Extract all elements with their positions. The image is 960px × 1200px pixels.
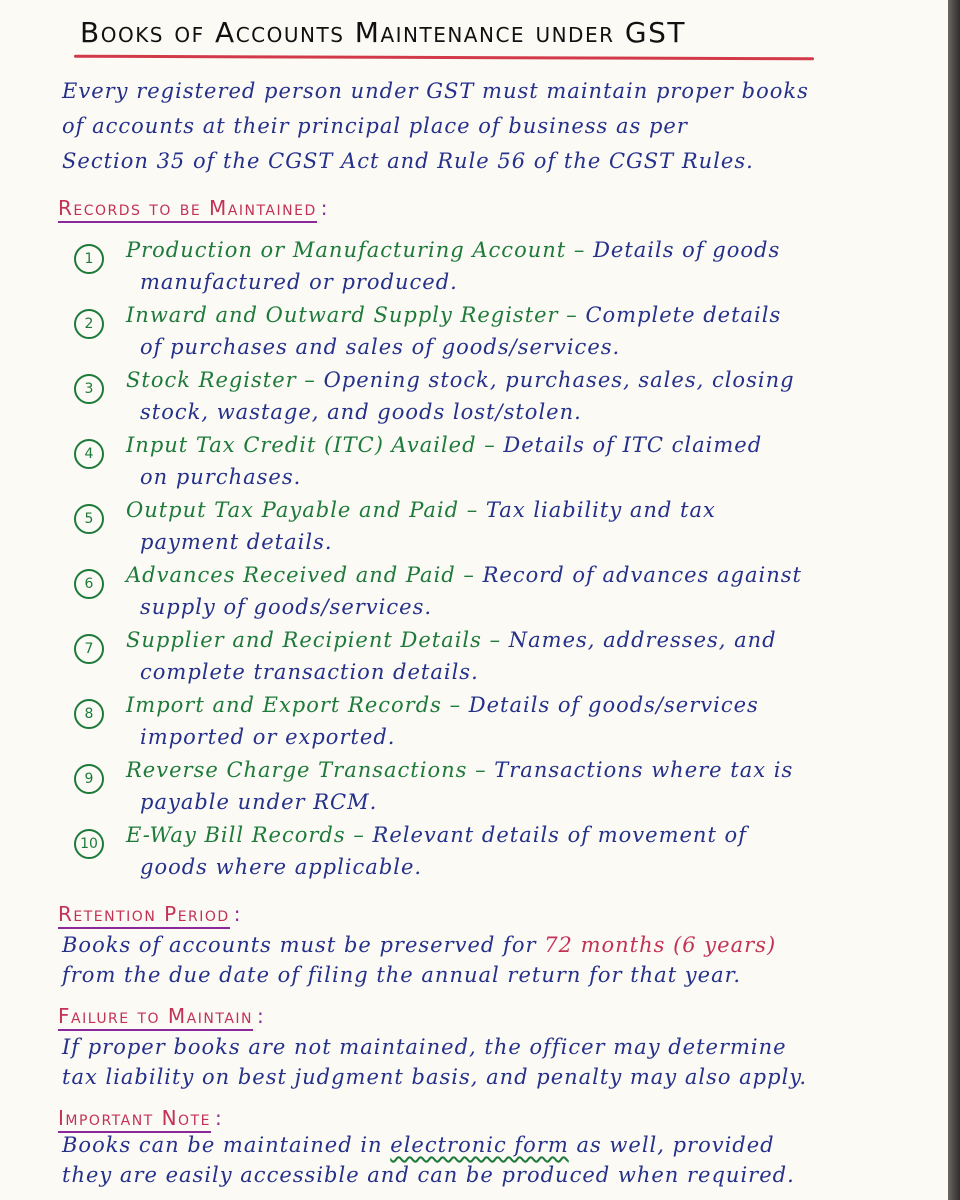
failure-text: If proper books are not maintained, the officer may determine (62, 1035, 787, 1059)
item-description: Opening stock, purchases, sales, closing (323, 368, 795, 392)
item-number: 4 (74, 439, 104, 469)
item-description: Relevant details of movement of (372, 823, 747, 847)
note-text: as well, provided (568, 1133, 775, 1157)
failure-text: tax liability on best judgment basis, and penalty may also apply. (62, 1065, 808, 1089)
failure-paragraph (62, 1032, 922, 1092)
item-description: complete transaction details. (140, 660, 479, 684)
item-description: payable under RCM. (140, 790, 378, 814)
item-description: Details of goods (593, 238, 781, 262)
notebook-edge (948, 0, 960, 1200)
item-description: manufactured or produced. (140, 270, 458, 294)
item-description: stock, wastage, and goods lost/stolen. (140, 400, 582, 424)
retention-heading-text: Retention Period (58, 902, 230, 929)
item-description: Record of advances against (482, 563, 802, 587)
retention-text: from the due date of filing the annual return for that year. (62, 963, 742, 987)
item-description: of purchases and sales of goods/services. (140, 335, 621, 359)
item-title: Import and Export Records (126, 693, 442, 717)
item-number: 1 (74, 244, 104, 274)
item-title: Supplier and Recipient Details (126, 628, 482, 652)
failure-heading-text: Failure to Maintain (58, 1004, 253, 1031)
item-description: Complete details (585, 303, 782, 327)
item-title: E-Way Bill Records (126, 823, 346, 847)
note-text: Books can be maintained in (62, 1133, 391, 1157)
retention-text: Books of accounts must be preserved for (62, 933, 545, 957)
list-item: 2 Inward and Outward Supply Register – Complete details of purchases and sales of goods/services. (74, 301, 894, 366)
item-description: Transactions where tax is (494, 758, 794, 782)
list-item: 9 Reverse Charge Transactions – Transactions where tax is payable under RCM. (74, 756, 894, 821)
note-paragraph (62, 1130, 922, 1190)
list-item: 1 Production or Manufacturing Account – Details of goods manufactured or produced. (74, 236, 894, 301)
item-description: supply of goods/services. (140, 595, 433, 619)
list-item: 5 Output Tax Payable and Paid – Tax liability and tax payment details. (74, 496, 894, 561)
page-title: Books of Accounts Maintenance under GST (80, 16, 686, 49)
retention-heading: Retention Period : (58, 902, 242, 929)
item-title: Production or Manufacturing Account (126, 238, 567, 262)
title-underline (74, 55, 814, 61)
item-description: Names, addresses, and (508, 628, 777, 652)
item-number: 9 (74, 764, 104, 794)
item-description: Details of goods/services (468, 693, 759, 717)
failure-heading: Failure to Maintain : (58, 1004, 265, 1031)
item-number: 10 (74, 829, 104, 859)
item-number: 3 (74, 374, 104, 404)
item-number: 2 (74, 309, 104, 339)
list-item: 3 Stock Register – Opening stock, purchases, sales, closing stock, wastage, and goods lost/stolen. (74, 366, 894, 431)
note-emphasis: electronic form (390, 1133, 569, 1157)
item-description: imported or exported. (140, 725, 396, 749)
item-description: Details of ITC claimed (503, 433, 763, 457)
list-item: 6 Advances Received and Paid – Record of advances against supply of goods/services. (74, 561, 894, 626)
records-heading: Records to be Maintained : (58, 196, 329, 223)
records-heading-text: Records to be Maintained (58, 196, 317, 223)
item-description: Tax liability and tax (485, 498, 716, 522)
list-item: 8 Import and Export Records – Details of goods/services imported or exported. (74, 691, 894, 756)
list-item: 10 E-Way Bill Records – Relevant details of movement of goods where applicable. (74, 821, 894, 886)
note-heading: Important Note : (58, 1106, 223, 1133)
item-number: 7 (74, 634, 104, 664)
intro-line: of accounts at their principal place of business as per (62, 114, 688, 138)
intro-line: Section 35 of the CGST Act and Rule 56 of the CGST Rules. (62, 149, 754, 173)
item-number: 5 (74, 504, 104, 534)
item-description: on purchases. (140, 465, 302, 489)
item-title: Reverse Charge Transactions (126, 758, 468, 782)
retention-duration: 72 months (6 years) (544, 933, 777, 957)
item-title: Output Tax Payable and Paid (126, 498, 460, 522)
note-text: they are easily accessible and can be produced when required. (62, 1163, 795, 1187)
records-list (74, 236, 894, 886)
retention-paragraph (62, 930, 922, 990)
note-heading-text: Important Note (58, 1106, 211, 1133)
item-title: Inward and Outward Supply Register (126, 303, 559, 327)
item-number: 8 (74, 699, 104, 729)
item-title: Input Tax Credit (ITC) Availed (126, 433, 477, 457)
intro-line: Every registered person under GST must maintain proper books (62, 79, 809, 103)
list-item: 7 Supplier and Recipient Details – Names, addresses, and complete transaction details. (74, 626, 894, 691)
item-description: payment details. (140, 530, 333, 554)
item-description: goods where applicable. (140, 855, 423, 879)
item-title: Advances Received and Paid (126, 563, 456, 587)
intro-paragraph (62, 74, 902, 179)
item-number: 6 (74, 569, 104, 599)
item-title: Stock Register (126, 368, 297, 392)
list-item: 4 Input Tax Credit (ITC) Availed – Details of ITC claimed on purchases. (74, 431, 894, 496)
